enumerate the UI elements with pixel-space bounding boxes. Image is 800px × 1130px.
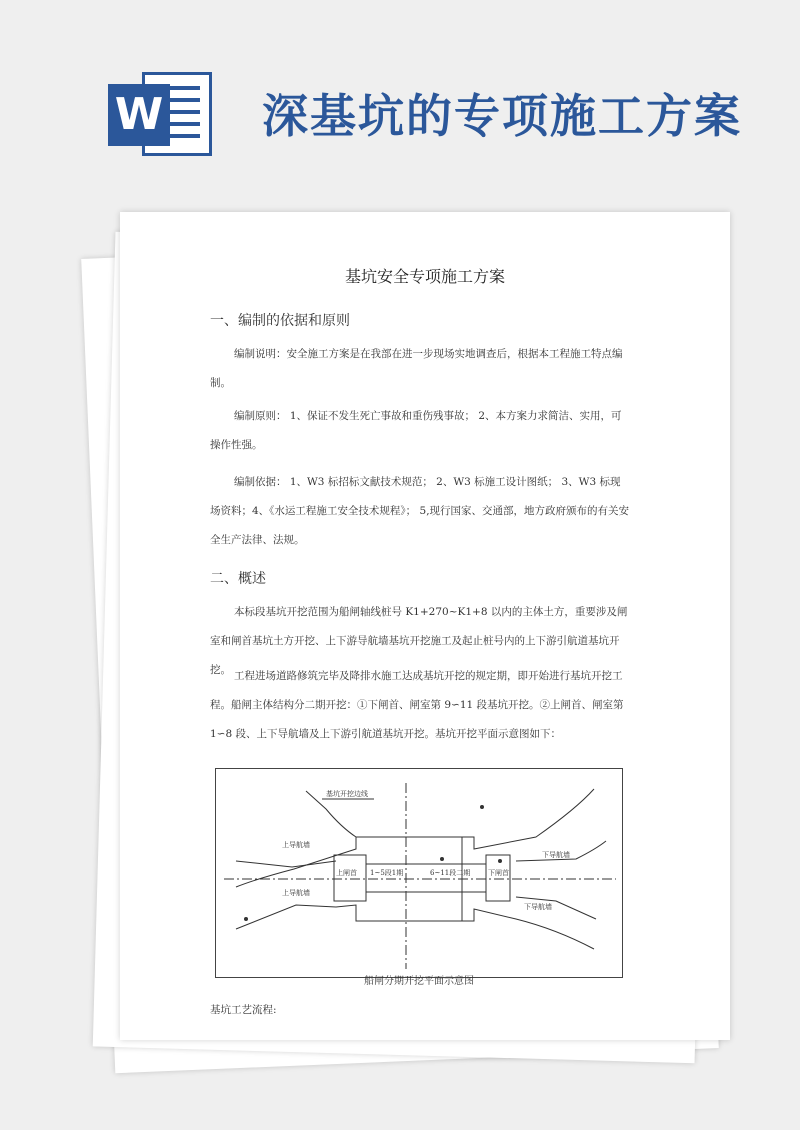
paragraph-scope: 本标段基坑开挖范围为船闸轴线桩号 K1+270~K1+8 以内的主体土方，重要涉及闸室和闸首基坑土方开挖、上下游导航墙基坑开挖施工及起止桩号内的上下游引航道基坑开挖。 xyxy=(210,606,628,676)
excavation-plan-diagram xyxy=(215,768,623,978)
word-icon-letter: W xyxy=(108,84,170,146)
document-title: 基坑安全专项施工方案 xyxy=(344,267,505,286)
label-upper-head: 上闸首 xyxy=(336,869,357,877)
paragraph-principles: 编制原则： 1、保证不发生死亡事故和重伤残事故； 2、本方案力求简洁、实用，可操作性强。 xyxy=(210,410,622,451)
label-stage-2: 6~11段二期 xyxy=(430,869,471,877)
label-excavation-edge: 基坑开挖边线 xyxy=(326,790,368,798)
header-title: 深基坑的专项施工方案 xyxy=(262,89,742,143)
label-lower-wall-top: 下导航墙 xyxy=(542,851,570,859)
section-heading-2: 二、概述 xyxy=(210,571,266,587)
process-flow-heading: 基坑工艺流程: xyxy=(210,1004,277,1016)
section-heading-1: 一、编制的依据和原则 xyxy=(210,313,350,329)
diagram-caption: 船闸分期开挖平面示意图 xyxy=(364,976,474,987)
paragraph-basis: 编制依据： 1、W3 标招标文献技术规范； 2、W3 标施工设计图纸； 3、W3 标现场资料；4、《水运工程施工安全技术规程》； 5,现行国家、交通部，地方政府颁布的有关安全生产法律、法规。 xyxy=(210,476,630,546)
diagram-drawing xyxy=(216,769,624,979)
paragraph-phases: 工程进场道路修筑完毕及降排水施工达成基坑开挖的规定期，即开始进行基坑开挖工程。船闸主体结构分二期开挖：①下闸首、闸室第 9∽11 段基坑开挖。②上闸首、闸室第 1∽8 段、上下导航墙及上下游引航道基坑开挖。基坑开挖平面示意图如下： xyxy=(210,670,624,740)
label-lower-head: 下闸首 xyxy=(488,869,509,877)
label-stage-1: 1~5段1期 xyxy=(370,869,404,877)
label-lower-wall-bottom: 下导航墙 xyxy=(524,903,552,911)
label-upper-wall-top: 上导航墙 xyxy=(282,841,310,849)
word-icon xyxy=(108,72,212,156)
document-page xyxy=(120,212,730,1040)
paragraph-explanation: 编制说明：安全施工方案是在我部在进一步现场实地调查后，根据本工程施工特点编制。 xyxy=(210,348,623,389)
label-upper-wall-bottom: 上导航墙 xyxy=(282,889,310,897)
